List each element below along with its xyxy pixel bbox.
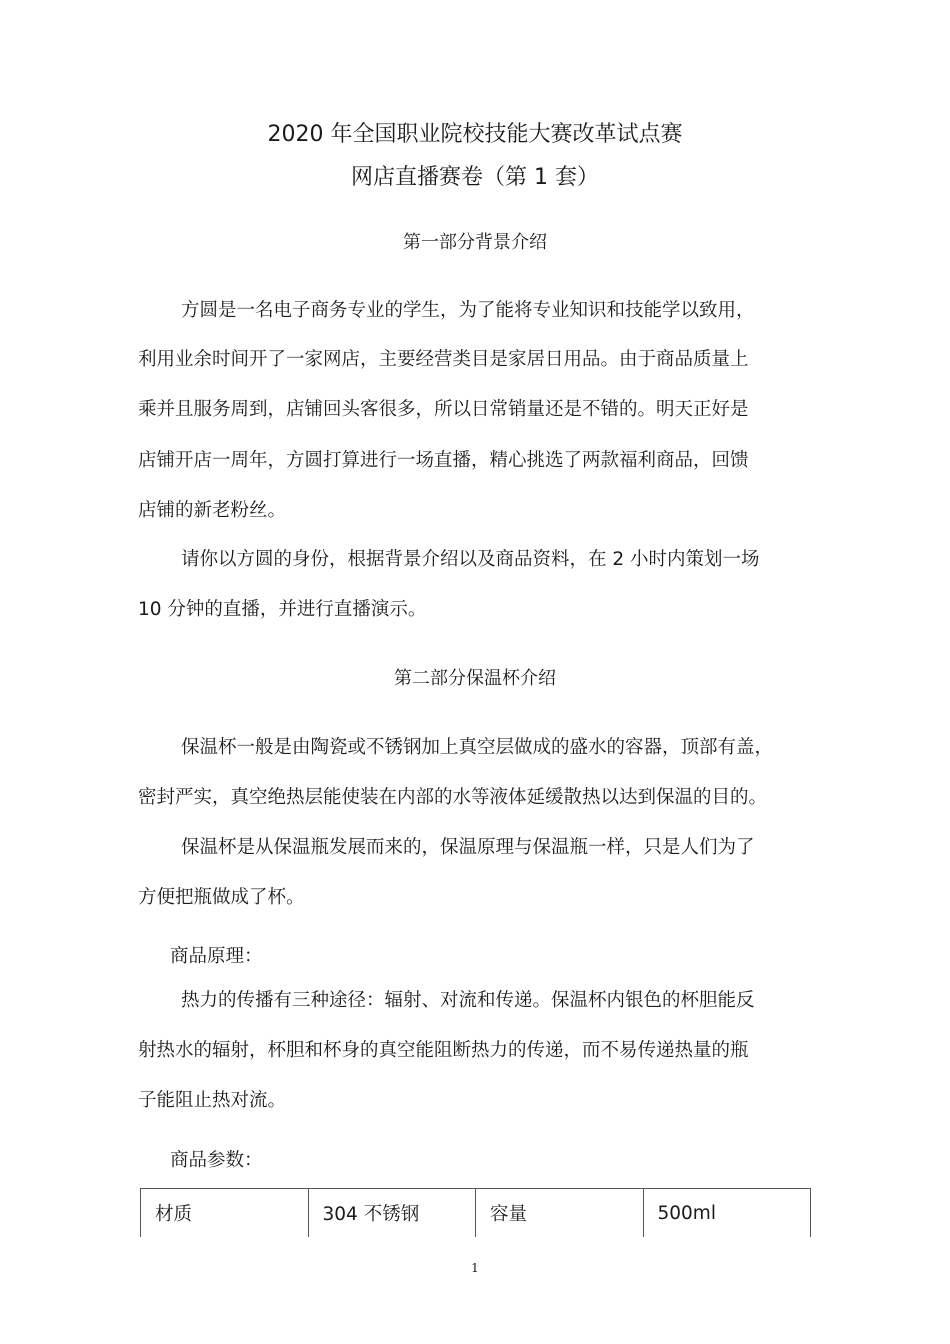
part1-para1-line-3: 乘并且服务周到，店铺回头客很多，所以日常销量还是不错的。明天正好是	[138, 399, 749, 420]
params-label: 商品参数：	[170, 1150, 263, 1171]
table-cell-capacity-value: 500ml	[643, 1189, 811, 1238]
table-row	[141, 1189, 811, 1238]
principle-line-2: 射热水的辐射，杯胆和杯身的真空能阻断热力的传递，而不易传递热量的瓶	[138, 1040, 749, 1061]
part2-para2-line-2: 方便把瓶做成了杯。	[138, 887, 305, 908]
document-title-line-1: 2020 年全国职业院校技能大赛改革试点赛	[267, 122, 683, 147]
params-table	[140, 1188, 811, 1237]
part1-para2-line-1: 请你以方圆的身份，根据背景介绍以及商品资料，在 2 小时内策划一场	[181, 549, 760, 570]
principle-line-1: 热力的传播有三种途径：辐射、对流和传递。保温杯内银色的杯胆能反	[181, 990, 755, 1011]
part2-para1-line-2: 密封严实，真空绝热层能使装在内部的水等液体延缓散热以达到保温的目的。	[138, 787, 768, 808]
principle-line-3: 子能阻止热对流。	[138, 1090, 287, 1111]
part2-heading: 第二部分保温杯介绍	[394, 668, 556, 689]
table-cell-material-label: 材质	[141, 1189, 309, 1238]
principle-label: 商品原理：	[170, 946, 263, 967]
part1-para2-line-2: 10 分钟的直播，并进行直播演示。	[138, 599, 427, 620]
part1-heading: 第一部分背景介绍	[403, 232, 547, 253]
page-number: 1	[471, 1261, 479, 1275]
table-cell-material-value: 304 不锈钢	[308, 1189, 476, 1238]
part1-para1-line-1: 方圆是一名电子商务专业的学生，为了能将专业知识和技能学以致用，	[181, 300, 755, 321]
table-cell-capacity-label: 容量	[476, 1189, 644, 1238]
part2-para2-line-1: 保温杯是从保温瓶发展而来的，保温原理与保温瓶一样，只是人们为了	[181, 837, 755, 858]
part1-para1-line-4: 店铺开店一周年，方圆打算进行一场直播，精心挑选了两款福利商品，回馈	[138, 450, 749, 471]
part1-para1-line-5: 店铺的新老粉丝。	[138, 500, 287, 521]
document-title-line-2: 网店直播赛卷（第 1 套）	[351, 165, 599, 190]
part2-para1-line-1: 保温杯一般是由陶瓷或不锈钢加上真空层做成的盛水的容器，顶部有盖，	[181, 737, 774, 758]
part1-para1-line-2: 利用业余时间开了一家网店，主要经营类目是家居日用品。由于商品质量上	[138, 349, 749, 370]
